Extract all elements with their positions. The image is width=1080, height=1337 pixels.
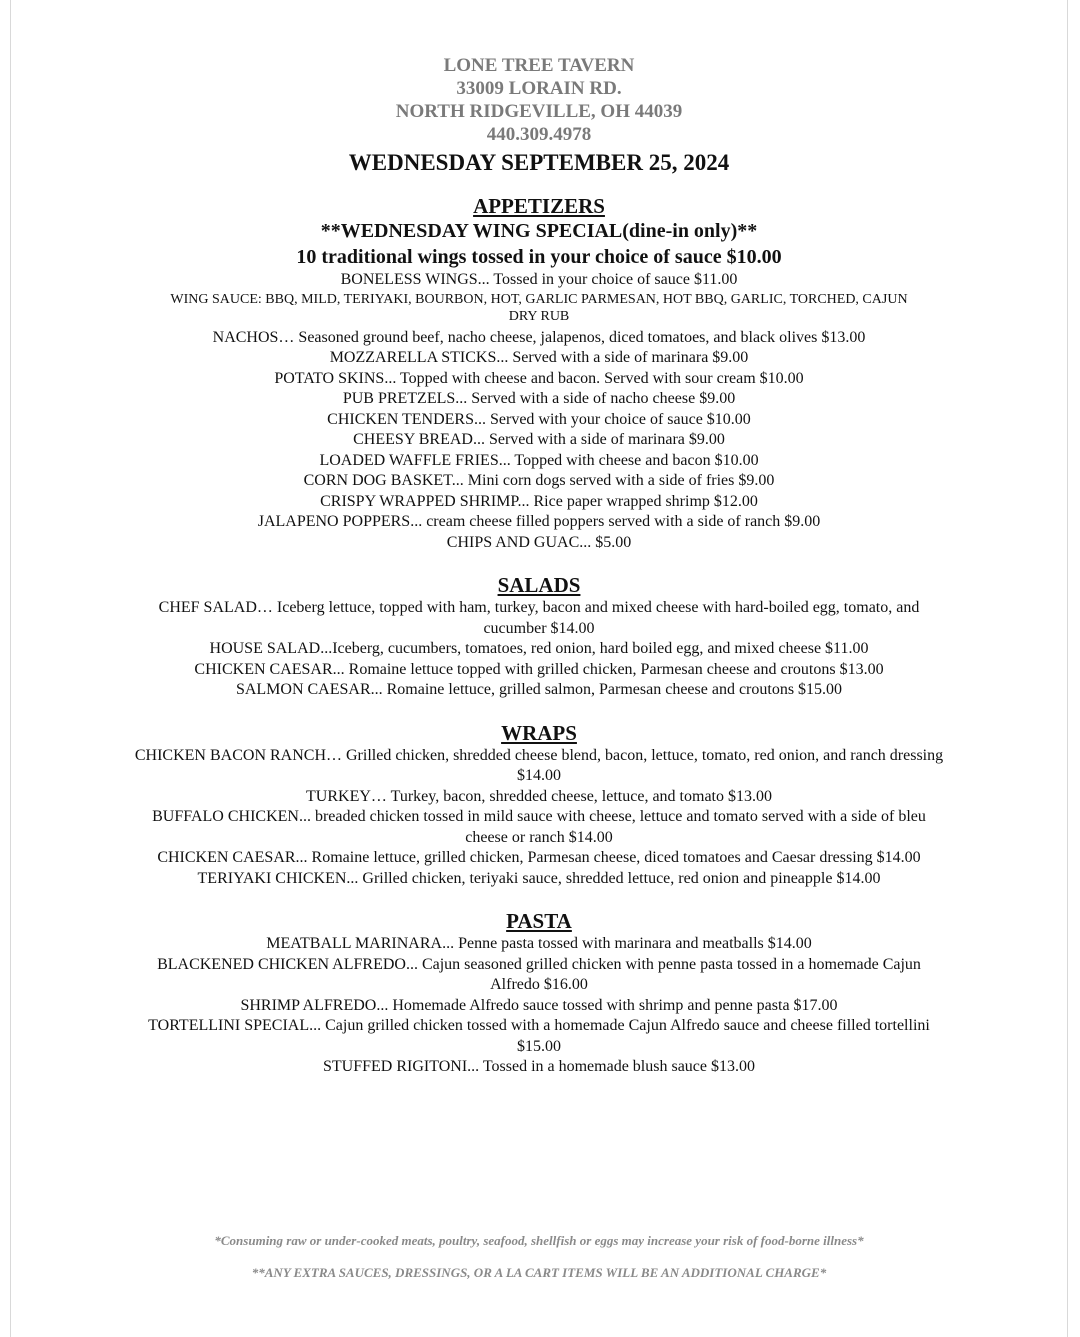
- appetizers-title: APPETIZERS: [473, 194, 605, 218]
- menu-item: CHICKEN BACON RANCH… Grilled chicken, shredded cheese blend, bacon, lettuce, tomato, red onion, and ranch dressing $14.00: [134, 746, 944, 784]
- appetizers-section: [11, 194, 1067, 553]
- wing-sauce-list: WING SAUCE: BBQ, MILD, TERIYAKI, BOURBON, HOT, GARLIC PARMESAN, HOT BBQ, GARLIC, TORCHED, CAJUN DRY RUB: [170, 291, 908, 324]
- menu-item: CHICKEN TENDERS... Served with your choice of sauce $10.00: [327, 410, 751, 428]
- pasta-section: [11, 909, 1067, 1078]
- additional-charge-notice: **ANY EXTRA SAUCES, DRESSINGS, OR A LA CART ITEMS WILL BE AN ADDITIONAL CHARGE*: [251, 1265, 827, 1280]
- menu-item: TORTELLINI SPECIAL... Cajun grilled chicken tossed with a homemade Cajun Alfredo sauce and cheese filled tortellini $15.00: [148, 1017, 930, 1055]
- wing-special-description: 10 traditional wings tossed in your choice of sauce $10.00: [296, 246, 782, 268]
- menu-item: MEATBALL MARINARA... Penne pasta tossed with marinara and meatballs $14.00: [266, 935, 812, 952]
- menu-item: CRISPY WRAPPED SHRIMP... Rice paper wrapped shrimp $12.00: [320, 492, 758, 510]
- menu-item: LOADED WAFFLE FRIES... Topped with cheese and bacon $10.00: [319, 451, 759, 469]
- wraps-title: WRAPS: [501, 720, 577, 745]
- menu-item: BLACKENED CHICKEN ALFREDO... Cajun seasoned grilled chicken with penne pasta tossed in a homemade Cajun Alfredo $16.00: [157, 955, 921, 993]
- salads-title: SALADS: [497, 573, 581, 597]
- menu-item: CORN DOG BASKET... Mini corn dogs served with a side of fries $9.00: [303, 472, 775, 489]
- menu-item: BONELESS WINGS... Tossed in your choice of sauce $11.00: [340, 271, 738, 288]
- menu-item: NACHOS… Seasoned ground beef, nacho cheese, jalapenos, diced tomatoes, and black olives $13.00: [212, 328, 866, 346]
- menu-item: CHICKEN CAESAR... Romaine lettuce topped with grilled chicken, Parmesan cheese and croutons $13.00: [194, 660, 884, 678]
- menu-item: MOZZARELLA STICKS... Served with a side of marinara $9.00: [329, 349, 749, 366]
- wraps-section: [11, 721, 1067, 890]
- menu-item: CHEESY BREAD... Served with a side of marinara $9.00: [353, 431, 725, 448]
- menu-item: SALMON CAESAR... Romaine lettuce, grilled salmon, Parmesan cheese and croutons $15.00: [235, 681, 843, 698]
- menu-date: WEDNESDAY SEPTEMBER 25, 2024: [348, 150, 730, 175]
- wing-special-heading: **WEDNESDAY WING SPECIAL(dine-in only)**: [320, 220, 758, 242]
- restaurant-city: NORTH RIDGEVILLE, OH 44039: [395, 101, 683, 122]
- menu-page: [10, 0, 1068, 1337]
- menu-item: PUB PRETZELS... Served with a side of nacho cheese $9.00: [342, 390, 736, 407]
- menu-content: [11, 54, 1067, 1078]
- restaurant-phone: 440.309.4978: [486, 124, 592, 145]
- menu-item: CHICKEN CAESAR... Romaine lettuce, grilled chicken, Parmesan cheese, diced tomatoes and Caesar dressing $14.00: [157, 849, 921, 866]
- menu-item: JALAPENO POPPERS... cream cheese filled poppers served with a side of ranch $9.00: [257, 513, 821, 530]
- food-safety-warning: *Consuming raw or under-cooked meats, poultry, seafood, shellfish or eggs may increase your risk of food-borne illness*: [214, 1233, 864, 1248]
- menu-item: STUFFED RIGITONI... Tossed in a homemade blush sauce $13.00: [322, 1058, 756, 1075]
- menu-item: SHRIMP ALFREDO... Homemade Alfredo sauce tossed with shrimp and penne pasta $17.00: [240, 996, 838, 1014]
- restaurant-street: 33009 LORAIN RD.: [456, 78, 622, 99]
- salads-section: [11, 573, 1067, 701]
- menu-item: POTATO SKINS... Topped with cheese and bacon. Served with sour cream $10.00: [274, 369, 804, 387]
- pasta-title: PASTA: [506, 909, 572, 933]
- menu-item: TURKEY… Turkey, bacon, shredded cheese, lettuce, and tomato $13.00: [306, 787, 772, 805]
- menu-item: BUFFALO CHICKEN... breaded chicken tossed in mild sauce with cheese, lettuce and tomato served with a side of bleu cheese or ranch $14.00: [152, 808, 926, 846]
- menu-item: CHEF SALAD… Iceberg lettuce, topped with ham, turkey, bacon and mixed cheese with hard-boiled egg, tomato, and cucumber $14.00: [158, 599, 920, 637]
- menu-item: TERIYAKI CHICKEN... Grilled chicken, teriyaki sauce, shredded lettuce, red onion and pineapple $14.00: [197, 869, 881, 887]
- menu-item: CHIPS AND GUAC... $5.00: [446, 533, 632, 551]
- menu-item: HOUSE SALAD...Iceberg, cucumbers, tomatoes, red onion, hard boiled egg, and mixed cheese $11.00: [209, 640, 869, 657]
- restaurant-name: LONE TREE TAVERN: [443, 55, 635, 76]
